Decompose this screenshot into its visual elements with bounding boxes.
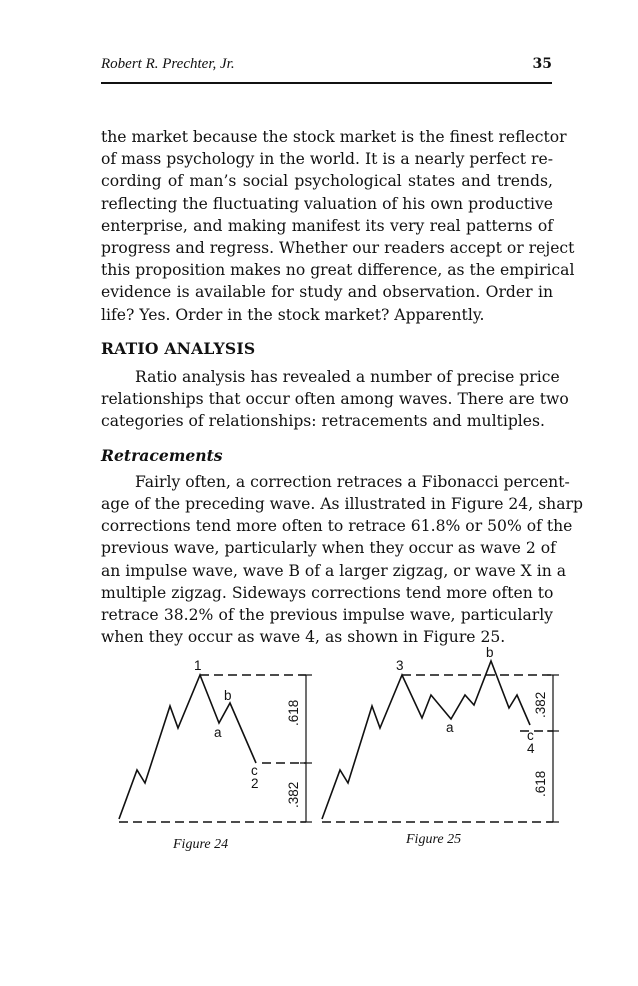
figure-24-label-a: a	[214, 725, 222, 740]
figure-25-label-wave-3: 3	[396, 658, 404, 673]
figure-25-wave-path	[322, 661, 530, 819]
figure-25-ratio-top: .382	[533, 691, 548, 718]
text-line: multiple zigzag. Sideways corrections tend more often to	[101, 583, 554, 602]
text-line: enterprise, and making manifest its very real patterns of	[101, 216, 553, 235]
figure-24-label-wave-1: 1	[194, 658, 202, 673]
text-line: corrections tend more often to retrace 61.8% or 50% of the	[101, 517, 573, 536]
figure-24-label-b: b	[224, 688, 232, 703]
subheading: Retracements	[101, 445, 223, 465]
figure-25-label-wave-4: 4	[527, 741, 535, 756]
text-line: progress and regress. Whether our readers accept or reject	[101, 239, 575, 258]
text-line: relationships that occur often among waves. There are two	[101, 390, 569, 409]
figure-24-wave-path	[119, 675, 256, 819]
text-line: Ratio analysis has revealed a number of precise price	[135, 368, 560, 387]
figure-24-label-c: c	[251, 763, 258, 778]
text-line: an impulse wave, wave B of a larger zigzag, or wave X in a	[101, 561, 567, 580]
text-line: previous wave, particularly when they occur as wave 2 of	[101, 539, 556, 558]
figure-24-diagram	[119, 658, 312, 822]
text-line: Fairly often, a correction retraces a Fibonacci percent-	[135, 472, 570, 491]
text-line: of mass psychology in the world. It is a nearly perfect re-	[101, 150, 553, 169]
text-line: evidence is available for study and observation. Order in	[101, 283, 553, 302]
text-line: life? Yes. Order in the stock market? Apparently.	[101, 305, 485, 324]
text-line: reflecting the fluctuating valuation of his own productive	[101, 194, 553, 213]
text-line: retrace 38.2% of the previous impulse wave, particularly	[101, 606, 553, 625]
figure-25-diagram	[322, 645, 559, 822]
figure-24-caption: Figure 24	[173, 837, 229, 852]
figure-24-label-wave-2: 2	[251, 776, 259, 791]
header-author: Robert R. Prechter, Jr.	[101, 56, 235, 72]
text-line: age of the preceding wave. As illustrated in Figure 24, sharp	[101, 495, 583, 514]
text-line: the market because the stock market is the finest reflector	[101, 128, 567, 146]
text-line: this proposition makes no great difference, as the empirical	[101, 261, 575, 280]
figure-25-caption: Figure 25	[406, 832, 462, 847]
text-line: categories of relationships: retracements and multiples.	[101, 412, 545, 431]
figure-25-label-a: a	[446, 720, 454, 735]
figure-25-label-c: c	[527, 728, 534, 743]
text-line: when they occur as wave 4, as shown in Figure 25.	[101, 628, 506, 647]
text-line: cording of man’s social psychological states and trends,	[101, 172, 553, 191]
figure-24-ratio-bottom: .382	[286, 781, 301, 808]
figure-24-ratio-top: .618	[286, 699, 301, 726]
figure-25-ratio-bottom: .618	[533, 770, 548, 797]
section-heading: RATIO ANALYSIS	[101, 338, 256, 358]
figure-25-label-b: b	[486, 645, 494, 660]
page-number: 35	[532, 56, 552, 72]
